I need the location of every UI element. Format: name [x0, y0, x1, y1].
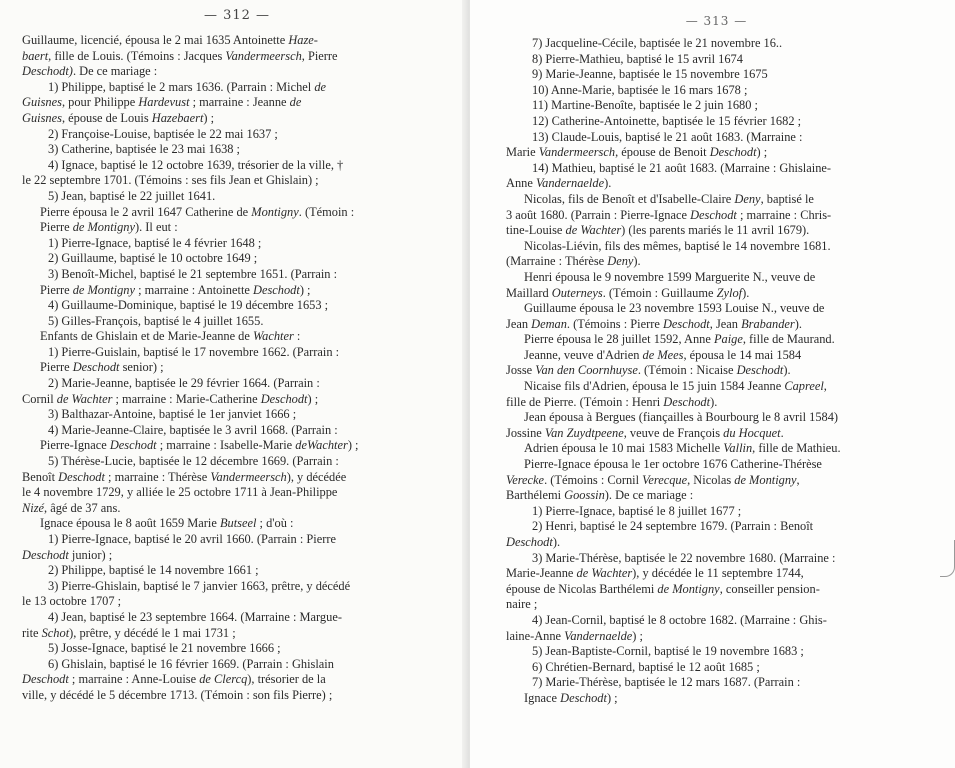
- text-segment: 2) Guillaume, baptisé le 10 octobre 1649 ;: [48, 251, 258, 266]
- text-segment: rite: [22, 625, 42, 640]
- text-segment: , fille de Mathieu.: [752, 441, 841, 456]
- text-segment: Jeanne, veuve d'Adrien: [524, 347, 643, 362]
- text-segment: Deschodt: [58, 469, 105, 484]
- text-segment: 3 août 1680. (Parrain : Pierre-Ignace: [506, 207, 691, 222]
- text-segment: Deman: [531, 316, 567, 331]
- text-segment: ) ;: [606, 690, 618, 705]
- text-line: [22, 407, 452, 423]
- text-segment: fille de Pierre. (Témoin : Henri: [506, 394, 664, 409]
- text-line: [22, 641, 452, 657]
- text-line: [22, 594, 452, 610]
- text-line: [22, 392, 452, 408]
- text-segment: , âgé de 37 ans.: [44, 500, 121, 515]
- text-segment: Deschodt: [22, 672, 69, 687]
- text-segment: Maillard: [506, 285, 552, 300]
- text-line: [506, 67, 927, 83]
- text-line: [506, 551, 927, 567]
- text-line: [22, 688, 452, 704]
- text-segment: Marie: [506, 145, 539, 160]
- text-segment: ).: [783, 363, 791, 378]
- text-segment: 7) Jacqueline-Cécile, baptisée le 21 novembre 16..: [532, 36, 783, 50]
- text-line: [22, 267, 452, 283]
- text-segment: Deny: [607, 254, 634, 269]
- text-segment: deWachter: [295, 438, 348, 453]
- text-segment: , épouse de Benoit: [615, 145, 710, 160]
- text-line: [506, 130, 927, 146]
- text-segment: 5) Jean, baptisé le 22 juillet 1641.: [48, 188, 216, 203]
- text-segment: ,: [823, 379, 827, 394]
- text-segment: Pierre: [40, 360, 73, 375]
- text-segment: 3) Marie-Thérèse, baptisée le 22 novembre 1680. (Marraine :: [532, 550, 836, 565]
- text-line: [506, 363, 927, 379]
- text-segment: de Montigny: [72, 282, 135, 297]
- text-line: [22, 563, 452, 579]
- text-segment: Cornil: [22, 391, 57, 406]
- text-segment: ; marraine : Thérèse: [104, 469, 211, 484]
- text-line: [506, 239, 927, 255]
- text-segment: Vandermeersch: [538, 145, 616, 160]
- text-line: [506, 410, 927, 426]
- text-segment: Deschodt: [260, 391, 308, 406]
- text-segment: 2) Henri, baptisé le 24 septembre 1679. (Parrain : Benoît: [532, 519, 814, 534]
- text-line: [506, 145, 927, 161]
- page-number: — 312 —: [203, 8, 271, 23]
- text-segment: Haze-: [288, 33, 318, 47]
- text-line: [506, 192, 927, 208]
- text-line: [506, 582, 927, 598]
- text-segment: 10) Anne-Marie, baptisée le 16 mars 1678 ;: [532, 82, 748, 97]
- text-line: [22, 189, 452, 205]
- text-segment: Capreel: [784, 379, 824, 394]
- text-segment: de Montigny: [734, 472, 797, 487]
- text-segment: Van Zuydtpeene: [544, 425, 624, 440]
- text-segment: 6) Chrétien-Bernard, baptisé le 12 août 1685 ;: [532, 659, 760, 674]
- text-line: [506, 83, 927, 99]
- text-segment: 4) Jean-Cornil, baptisé le 8 octobre 1682. (Marraine : Ghis-: [532, 612, 827, 627]
- text-segment: , épouse de Louis: [61, 110, 152, 125]
- text-segment: de Montigny: [657, 581, 720, 596]
- text-line: [506, 488, 927, 504]
- text-segment: 3) Catherine, baptisée le 23 mai 1638 ;: [48, 142, 241, 157]
- text-segment: , Nicolas: [687, 472, 735, 487]
- text-segment: 1) Pierre-Ignace, baptisé le 4 février 1648 ;: [48, 235, 262, 250]
- text-segment: Outerneys: [551, 285, 603, 300]
- text-segment: , Jean: [709, 316, 742, 331]
- text-line: [22, 438, 452, 454]
- text-segment: Deschodt: [736, 363, 784, 378]
- text-segment: , Pierre: [301, 48, 338, 63]
- text-segment: , fille de Maurand.: [742, 332, 835, 347]
- text-segment: Brabander: [741, 316, 795, 331]
- text-line: [506, 114, 927, 130]
- text-segment: , veuve de François: [623, 425, 724, 440]
- text-line: [22, 220, 452, 236]
- text-segment: . De ce mariage :: [72, 64, 158, 79]
- text-segment: 9) Marie-Jeanne, baptisée le 15 novembre 1675: [532, 67, 768, 82]
- text-line: [506, 36, 927, 52]
- text-segment: Deschodt: [662, 316, 710, 331]
- text-segment: Hardevust: [138, 95, 190, 110]
- text-segment: épouse de Nicolas Barthélemi: [506, 581, 658, 596]
- text-segment: . (Témoin : Guillaume: [602, 285, 717, 300]
- text-line: [22, 626, 452, 642]
- text-segment: ).: [633, 254, 641, 269]
- text-segment: Guisnes: [22, 110, 62, 125]
- text-segment: ).: [794, 316, 802, 331]
- text-segment: Wachter: [252, 329, 294, 344]
- text-segment: Guisnes: [22, 95, 62, 110]
- text-segment: .: [780, 425, 784, 440]
- text-segment: Deschodt: [72, 360, 120, 375]
- text-segment: :: [293, 329, 301, 344]
- text-segment: . (Témoins : Cornil: [544, 472, 643, 487]
- text-line: [22, 454, 452, 470]
- text-line: [506, 519, 927, 535]
- text-segment: Zylof: [716, 285, 743, 300]
- text-segment: ; d'où :: [256, 516, 294, 531]
- text-body: [22, 33, 452, 704]
- text-line: [506, 613, 927, 629]
- text-segment: ville, y décédé le 5 décembre 1713. (Témoin : son fils Pierre) ;: [22, 687, 333, 702]
- text-segment: ).: [604, 176, 612, 191]
- text-segment: 3) Pierre-Ghislain, baptisé le 7 janvier 1663, prêtre, y décédé: [48, 578, 351, 593]
- text-segment: Verecke: [506, 472, 545, 487]
- text-segment: . (Témoin :: [298, 204, 355, 219]
- text-line: [22, 64, 452, 80]
- text-line: [506, 597, 927, 613]
- text-segment: 4) Jean, baptisé le 23 septembre 1664. (Marraine : Margue-: [48, 609, 342, 624]
- text-line: [506, 566, 927, 582]
- text-segment: Vallin: [723, 441, 753, 456]
- text-line: [22, 579, 452, 595]
- text-line: [506, 223, 927, 239]
- text-segment: de: [314, 79, 327, 94]
- text-segment: Schot: [41, 625, 70, 640]
- text-segment: Vandermeersch: [225, 48, 302, 63]
- text-segment: , baptisé le: [760, 191, 814, 206]
- text-segment: Deschodt: [253, 282, 300, 297]
- text-segment: ) ;: [307, 391, 319, 406]
- text-segment: ) ;: [347, 438, 359, 453]
- text-segment: ) ;: [756, 145, 768, 160]
- text-segment: Jean: [506, 316, 532, 331]
- text-segment: Hazebaert: [151, 110, 204, 125]
- text-segment: 2) Marie-Jeanne, baptisée le 29 février 1664. (Parrain :: [48, 376, 320, 391]
- text-line: [506, 317, 927, 333]
- text-segment: , épousa le 14 mai 1584: [683, 347, 802, 362]
- text-segment: le 22 septembre 1701. (Témoins : ses fils Jean et Ghislain) ;: [22, 173, 319, 188]
- text-segment: Vandernaelde: [535, 176, 605, 191]
- text-segment: naire ;: [506, 597, 538, 612]
- text-segment: 12) Catherine-Antoinette, baptisée le 15 février 1682 ;: [532, 113, 802, 128]
- text-segment: . (Témoin : Nicaise: [637, 363, 737, 378]
- text-segment: ), trésorier de la: [247, 672, 326, 687]
- text-segment: 4) Guillaume-Dominique, baptisé le 19 décembre 1653 ;: [48, 298, 329, 313]
- text-line: [22, 360, 452, 376]
- text-line: [506, 441, 927, 457]
- text-line: [506, 348, 927, 364]
- text-line: [506, 426, 927, 442]
- text-segment: Butseel: [219, 516, 257, 531]
- text-line: [506, 675, 927, 691]
- text-segment: . (Témoins : Pierre: [566, 316, 663, 331]
- text-segment: 13) Claude-Louis, baptisé le 21 août 1683. (Marraine :: [532, 129, 803, 144]
- text-line: [22, 283, 452, 299]
- text-segment: Ignace: [524, 690, 561, 705]
- text-line: [22, 205, 452, 221]
- text-segment: ; marraine : Antoinette: [134, 282, 253, 297]
- text-line: [506, 161, 927, 177]
- text-segment: ).: [710, 394, 718, 409]
- text-line: [506, 254, 927, 270]
- text-line: [506, 176, 927, 192]
- text-segment: , fille de Louis. (Témoins : Jacques: [48, 48, 226, 63]
- text-line: [22, 470, 452, 486]
- text-segment: 8) Pierre-Mathieu, baptisé le 15 avril 1674: [532, 51, 743, 66]
- text-segment: junior) ;: [68, 547, 113, 562]
- text-segment: du Hocquet: [723, 425, 781, 440]
- text-line: [22, 251, 452, 267]
- text-segment: le 4 novembre 1729, y alliée le 25 octobre 1711 à Jean-Philippe: [22, 485, 338, 500]
- text-segment: ) ;: [299, 282, 311, 297]
- text-line: [22, 111, 452, 127]
- text-line: [22, 127, 452, 143]
- text-segment: 11) Martine-Benoîte, baptisée le 2 juin 1680 ;: [532, 98, 758, 113]
- text-segment: ; marraine : Chris-: [736, 207, 832, 222]
- text-line: [22, 485, 452, 501]
- text-segment: Deschodt: [506, 535, 553, 549]
- text-segment: 2) Françoise-Louise, baptisée le 22 mai 1637 ;: [48, 126, 278, 141]
- text-line: [22, 314, 452, 330]
- text-line: [22, 173, 452, 189]
- text-line: [506, 332, 927, 348]
- text-segment: Deschodt: [22, 547, 69, 562]
- text-segment: de Montigny: [72, 220, 135, 235]
- text-line: [506, 691, 927, 707]
- text-line: [22, 657, 452, 673]
- text-line: [22, 33, 452, 49]
- text-segment: Jean épousa à Bergues (fiançailles à Bourbourg le 8 avril 1584): [524, 410, 839, 425]
- text-line: [506, 644, 927, 660]
- page-edge-curl: [940, 540, 955, 577]
- text-segment: 1) Philippe, baptisé le 2 mars 1636. (Parrain : Michel: [48, 79, 315, 94]
- text-line: [22, 345, 452, 361]
- text-segment: Paige: [713, 332, 743, 347]
- text-segment: Deschodt: [709, 145, 757, 160]
- text-segment: Adrien épousa le 10 mai 1583 Michelle: [524, 441, 724, 456]
- text-segment: Guillaume, licencié, épousa le 2 mai 1635 Antoinette: [22, 33, 289, 47]
- page-number: — 313 —: [685, 14, 748, 28]
- text-segment: Deschodt: [663, 394, 711, 409]
- text-line: [22, 49, 452, 65]
- text-segment: le 13 octobre 1707 ;: [22, 594, 122, 609]
- text-segment: ) ;: [632, 628, 643, 643]
- text-segment: Pierre: [40, 282, 73, 297]
- text-segment: Benoît: [22, 469, 59, 484]
- text-segment: Nicolas-Liévin, fils des mêmes, baptisé le 14 novembre 1681.: [524, 238, 831, 253]
- text-segment: 6) Ghislain, baptisé le 16 février 1669. (Parrain : Ghislain: [48, 656, 334, 671]
- text-segment: 4) Ignace, baptisé le 12 octobre 1639, trésorier de la ville, †: [48, 157, 344, 172]
- text-line: [22, 158, 452, 174]
- text-segment: Henri épousa le 9 novembre 1599 Marguerite N., veuve de: [524, 269, 816, 284]
- text-segment: 3) Balthazar-Antoine, baptisé le 1er janviet 1666 ;: [48, 407, 297, 422]
- text-segment: ).: [552, 535, 561, 549]
- text-segment: Pierre-Ignace épousa le 1er octobre 1676 Catherine-Thérèse: [524, 457, 822, 472]
- text-line: [22, 501, 452, 517]
- text-line: [506, 286, 927, 302]
- text-segment: de Clercq: [199, 672, 248, 687]
- text-line: [506, 395, 927, 411]
- text-line: [22, 236, 452, 252]
- text-segment: ) ;: [203, 110, 215, 125]
- text-segment: Nicaise fils d'Adrien, épousa le 15 juin 1584 Jeanne: [524, 379, 785, 394]
- text-line: [22, 672, 452, 688]
- text-segment: ).: [742, 285, 750, 300]
- text-line: [506, 504, 927, 520]
- text-segment: Pierre-Ignace: [40, 438, 110, 453]
- text-segment: baert: [22, 48, 49, 63]
- text-segment: 7) Marie-Thérèse, baptisée le 12 mars 1687. (Parrain :: [532, 675, 801, 690]
- text-segment: 1) Pierre-Guislain, baptisé le 17 novembre 1662. (Parrain :: [48, 344, 340, 359]
- text-segment: , pour Philippe: [61, 95, 139, 110]
- text-segment: de Wachter: [576, 566, 633, 581]
- text-segment: Jossine: [506, 425, 545, 440]
- text-line: [22, 298, 452, 314]
- text-segment: Deny: [734, 191, 761, 206]
- text-segment: 5) Gilles-François, baptisé le 4 juillet 1655.: [48, 313, 264, 328]
- text-segment: ; marraine : Isabelle-Marie: [156, 438, 296, 453]
- text-segment: Deschodt: [560, 690, 607, 705]
- text-line: [22, 532, 452, 548]
- text-segment: Pierre épousa le 28 juillet 1592, Anne: [524, 332, 714, 347]
- text-segment: Enfants de Ghislain et de Marie-Jeanne de: [40, 329, 253, 344]
- text-segment: 2) Philippe, baptisé le 14 novembre 1661 ;: [48, 563, 259, 578]
- text-line: [22, 610, 452, 626]
- text-segment: ), prêtre, y décédé le 1 mai 1731 ;: [69, 625, 236, 640]
- text-segment: 4) Marie-Jeanne-Claire, baptisée le 3 avril 1668. (Parrain :: [48, 422, 338, 437]
- text-segment: ; marraine : Jeanne: [189, 95, 290, 110]
- text-segment: Vandernaelde: [564, 628, 633, 643]
- text-segment: de Mees: [642, 347, 684, 362]
- text-segment: Pierre: [40, 220, 73, 235]
- text-segment: Goossin: [564, 488, 605, 503]
- text-segment: Pierre épousa le 2 avril 1647 Catherine de: [40, 204, 252, 219]
- text-segment: Vandermeersch: [210, 469, 287, 484]
- text-segment: Deschodt: [109, 438, 157, 453]
- text-segment: ; marraine : Marie-Catherine: [112, 391, 261, 406]
- text-segment: tine-Louise: [506, 223, 566, 238]
- text-segment: Deschodt): [22, 64, 73, 79]
- text-segment: ). De ce mariage :: [604, 488, 694, 503]
- text-line: [506, 52, 927, 68]
- text-line: [506, 208, 927, 224]
- text-line: [506, 379, 927, 395]
- text-segment: Montigny: [251, 204, 299, 219]
- text-line: [22, 423, 452, 439]
- text-segment: ), y décédée le 11 septembre 1744,: [632, 566, 804, 581]
- text-segment: (Marraine : Thérèse: [506, 254, 608, 269]
- right-page: [470, 0, 955, 768]
- text-line: [506, 660, 927, 676]
- text-line: [22, 142, 452, 158]
- text-line: [506, 629, 927, 645]
- text-segment: Josse: [506, 363, 536, 378]
- text-segment: 1) Pierre-Ignace, baptisé le 20 avril 1660. (Parrain : Pierre: [48, 532, 336, 546]
- left-page: [0, 0, 470, 768]
- text-segment: 5) Josse-Ignace, baptisé le 21 novembre 1666 ;: [48, 641, 281, 656]
- text-line: [506, 473, 927, 489]
- text-segment: Ignace épousa le 8 août 1659 Marie: [40, 516, 220, 531]
- text-line: [506, 535, 927, 551]
- text-segment: de: [289, 95, 302, 110]
- text-segment: ), y décédée: [286, 469, 347, 484]
- text-segment: Van den Coornhuyse: [535, 363, 638, 378]
- text-segment: de Wachter: [56, 391, 113, 406]
- text-segment: ) (les parents mariés le 11 avril 1679).: [621, 223, 810, 238]
- text-segment: ,: [796, 472, 800, 487]
- text-line: [22, 329, 452, 345]
- text-line: [506, 301, 927, 317]
- text-line: [506, 270, 927, 286]
- text-segment: ; marraine : Anne-Louise: [68, 672, 200, 687]
- text-segment: ). Il eut :: [134, 220, 178, 235]
- text-segment: laine-Anne: [506, 628, 565, 643]
- text-segment: 3) Benoît-Michel, baptisé le 21 septembre 1651. (Parrain :: [48, 266, 338, 281]
- text-segment: 14) Mathieu, baptisé le 21 août 1683. (Marraine : Ghislaine-: [532, 160, 832, 175]
- text-line: [506, 98, 927, 114]
- text-line: [22, 548, 452, 564]
- text-segment: Barthélemi: [506, 488, 565, 503]
- text-segment: 5) Jean-Baptiste-Cornil, baptisé le 19 novembre 1683 ;: [532, 644, 804, 659]
- text-segment: Nizé: [22, 500, 45, 515]
- text-body: [506, 36, 927, 707]
- text-line: [506, 457, 927, 473]
- text-segment: Verecque: [642, 472, 688, 487]
- text-segment: Anne: [506, 176, 536, 191]
- text-line: [22, 516, 452, 532]
- text-segment: senior) ;: [119, 360, 164, 375]
- text-segment: Deschodt: [690, 207, 737, 222]
- text-segment: de Wachter: [565, 223, 622, 238]
- text-line: [22, 95, 452, 111]
- text-line: [22, 376, 452, 392]
- text-line: [22, 80, 452, 96]
- text-segment: Guillaume épousa le 23 novembre 1593 Louise N., veuve de: [524, 301, 825, 316]
- text-segment: Marie-Jeanne: [506, 566, 577, 581]
- text-segment: Nicolas, fils de Benoît et d'Isabelle-Claire: [524, 191, 735, 206]
- text-segment: 1) Pierre-Ignace, baptisé le 8 juillet 1677 ;: [532, 503, 742, 518]
- text-segment: 5) Thérèse-Lucie, baptisée le 12 décembre 1669. (Parrain :: [48, 454, 339, 469]
- text-segment: , conseiller pension-: [719, 581, 820, 596]
